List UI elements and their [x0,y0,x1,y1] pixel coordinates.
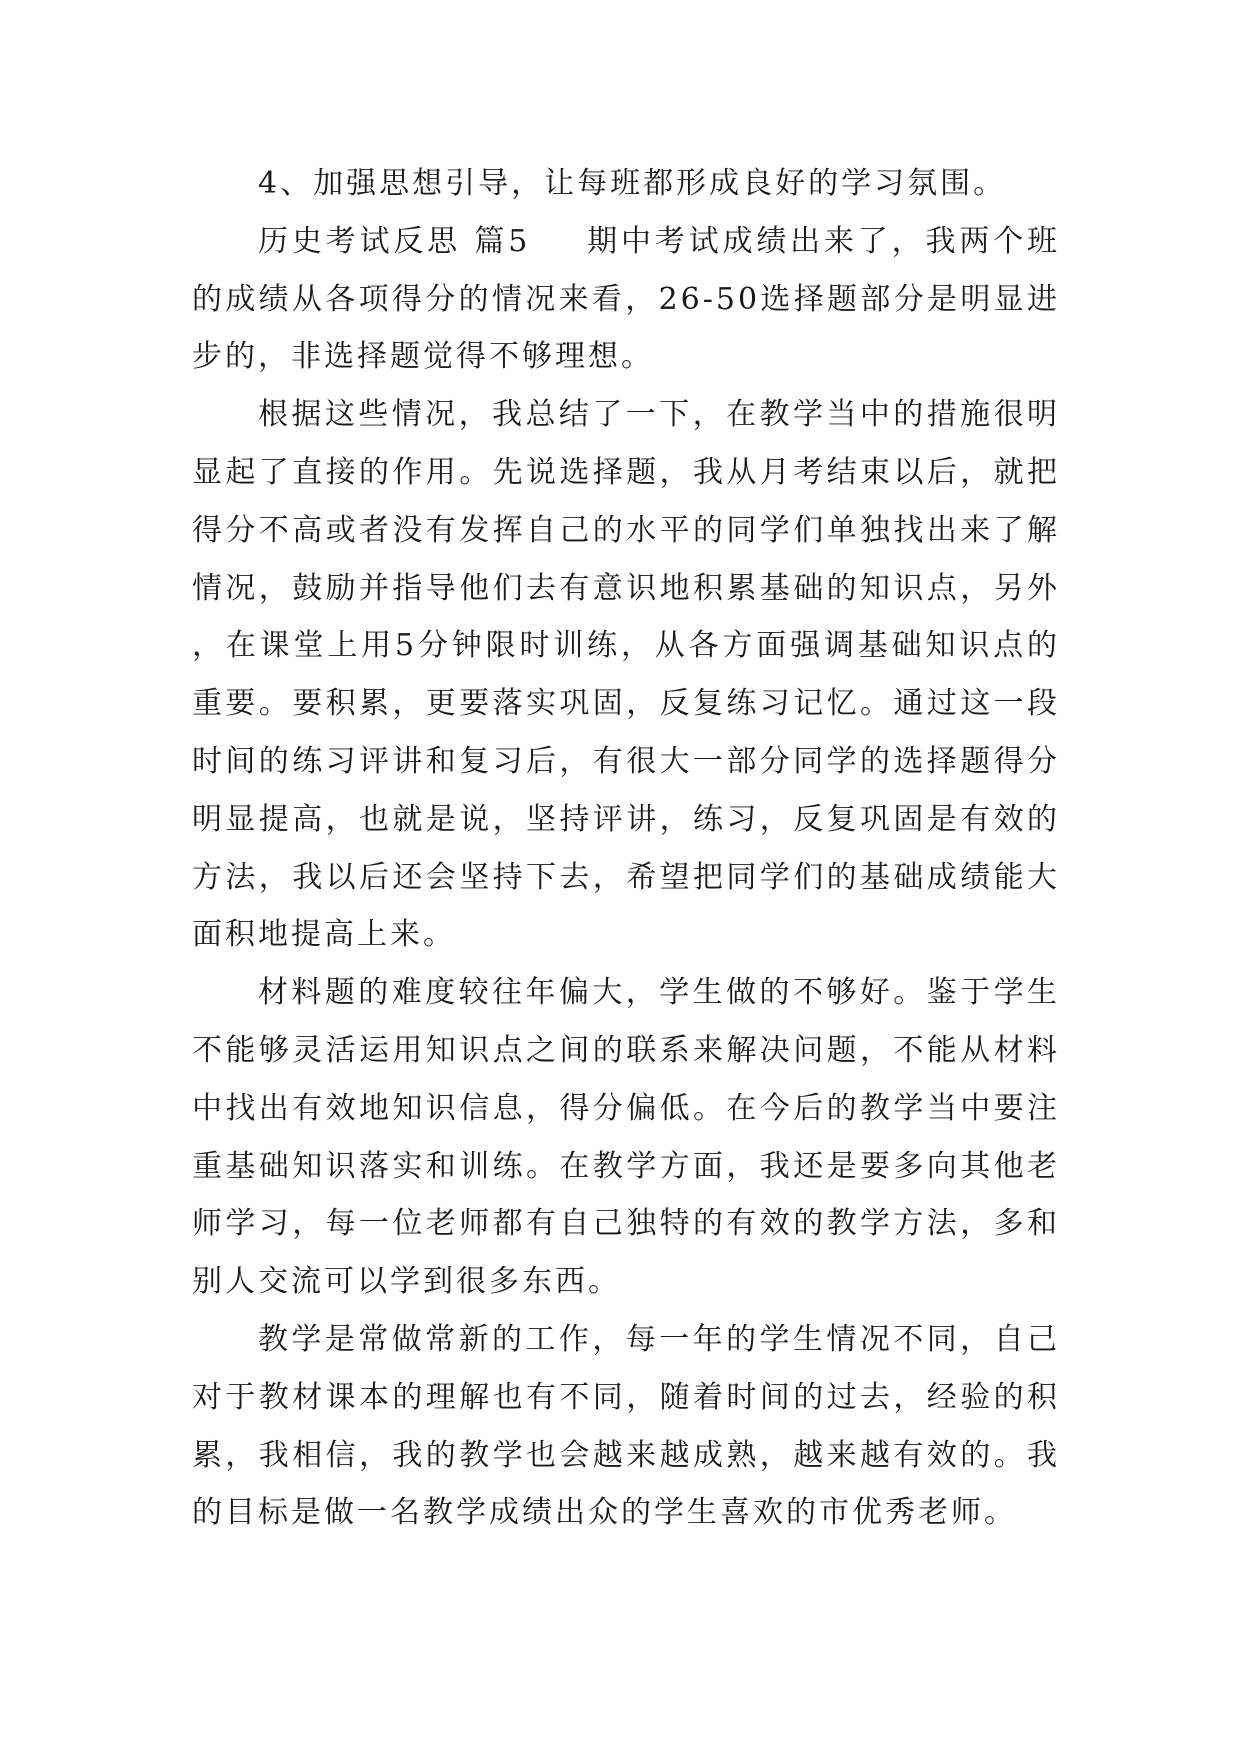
paragraph-3-text: 根据这些情况，我总结了一下，在教学当中的措施很明显起了直接的作用。先说选择题，我从月考结束以后，就把得分不高或者没有发挥自己的水平的同学们单独找出来了解情况，鼓励并指导他们去有意识地积累基础的知识点，另外，在课堂上用5分钟限时训练，从各方面强调基础知识点的重要。要积累，更要落实巩固，反复练习记忆。通过这一段时间的练习评讲和复习后，有很大一部分同学的选择题得分明显提高，也就是说，坚持评讲，练习，反复巩固是有效的方法，我以后还会坚持下去，希望把同学们的基础成绩能大面积地提高上来。 [192,397,1060,953]
paragraph-5 [192,1311,1060,1542]
paragraph-5-text: 教学是常做常新的工作，每一年的学生情况不同，自己对于教材课本的理解也有不同，随着时间的过去，经验的积累，我相信，我的教学也会越来越成熟，越来越有效的。我的目标是做一名教学成绩出众的学生喜欢的市优秀老师。 [192,1321,1060,1531]
paragraph-1 [192,155,1060,213]
paragraph-4-text: 材料题的难度较往年偏大，学生做的不够好。鉴于学生不能够灵活运用知识点之间的联系来解决问题，不能从材料中找出有效地知识信息，得分偏低。在今后的教学当中要注重基础知识落实和训练。在教学方面，我还是要多向其他老师学习，每一位老师都有自己独特的有效的教学方法，多和别人交流可以学到很多东西。 [192,975,1060,1300]
paragraph-2 [192,213,1060,386]
document-body [192,155,1060,1542]
paragraph-3 [192,386,1060,964]
paragraph-2-text: 期中考试成绩出来了，我两个班的成绩从各项得分的情况来看，26-50选择题部分是明显进步的，非选择题觉得不够理想。 [192,223,1061,375]
section-heading: 历史考试反思 篇5 [258,223,531,259]
paragraph-1-text: 4、加强思想引导，让每班都形成良好的学习氛围。 [258,166,1007,201]
paragraph-4 [192,964,1060,1311]
